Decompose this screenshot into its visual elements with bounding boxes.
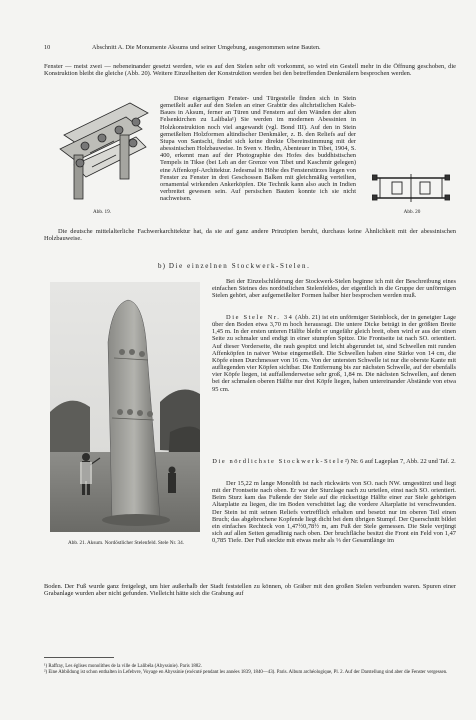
footnote-2: ²) Eine Abbildung ist schon enthalten in Lefebvre, Voyage en Abyssinie (exécuté pendant les années 1839, 1840—43). Paris. Album archéologique, Pl. 2. Auf der Darstellung sind aber die Fenster vergessen. [44,670,448,676]
paragraph-lead: Die nördlichste Stockwerk-Stele [212,458,345,465]
bottom-paragraph [44,583,456,597]
stele-34-paragraph [212,314,456,393]
paragraph-text: Die deutsche mittelalterliche Fachwerkarchitektur hat, da sie auf ganz andere Prinzipien beruht, durchaus keine Ähnlichkeit mit der abessinischen Holzbauweise. [44,228,456,243]
figure-21-photo [50,282,200,532]
paragraph-ref: ²) Nr. 6 auf Lageplan 7, Abb. 22 und Taf. 2. [344,458,456,465]
top-paragraph [44,63,456,77]
figure-20-caption: Abb. 20 [403,209,421,215]
figure-21-caption: Abb. 21. Aksum. Nordöstlicher Stelenfeld. Stele Nr. 34. [68,540,184,546]
wrap-paragraph [160,95,356,202]
section-heading [158,262,310,270]
paragraph-lead: Die Stele Nr. 34 [226,314,294,321]
paragraph-text: Der 15,22 m lange Monolith ist nach rückwärts von SO. nach NW. umgestürzt und liegt mit der Frontseite nach oben. Er war der Sturzlage nach zu urteilen, einst nach SO. orientiert. Beim Sturz kam das Fußende der Stele auf die rückseitige Hälfte einer zur Stele gehörigen Altarplatte zu liegen, die im Boden verschüttet lag; die vordere Altarplatte ist verschwunden. Der Stein ist mit seinen Reliefs vortrefflich erhalten und besetzt nur im oberen Teil einen Bruch; das abgebrochene Kopfende liegt dicht bei dem übrigen Stumpf. Der Querschnitt bildet ein einfaches Rechteck von 1,47½0,78½ m, am Fuß der Stele gemessen. Die Stele verjüngt sich auf allen Seiten geradlinig nach oben. Der bruchfläche besitzt die Front ein Feld von 1,47 0,785 Tiefe. Der Fuß steckte mit etwas mehr als ⅓ der Gesamtlänge im [212,480,456,545]
footnotes [44,664,456,677]
section-title: Die einzelnen Stockwerk-Stelen. [168,262,311,270]
running-title: Abschnitt A. Die Monumente Aksums und seiner Umgebung, ausgenommen seine Bauten. [92,44,321,51]
figure-19-caption: Abb. 19. [92,209,111,215]
paragraph-text: Diese eigenartigen Fenster- und Türgestelle finden sich in Stein gemeißelt außer auf den Stelen an einer Grabtür des altchristlichen Kaleb-Baues in Aksum, ferner an Türen und Fenstern auf den Wänden der alten Felsenkirchen zu Lalibala¹) Sie werden im modernen Abessinien in Holzkonstruktion noch viel angewandt (vgl. Bond III). Auf den in Stein gemeißelten Holzformen altindischer Denkmäler, z. B. den Reliefs auf der Stupa von Santschi, findet sich keine direkte Übereinstimmung mit der abessinischen Holzbauweise. In Sven v. Hedin, Abenteuer in Tibet, 1904, S. 400, erkennt man auf der Photographie des Hofes des buddhistischen Tempels in Tikse (bei Leh an der Grenze von Tibet und Kaschmir gelegen) eine Affenkopf-Architektur. Jedesmal in Höhe des Fensterstürzes liegen von Fenster zu Fenster in drei Geschossen Balken mit gleichmäßig verteilten, ornamental wirkenden Ankerköpfen. Die Technik kann also auch in Indien verbreitet gewesen sein. Auf persischen Bauten konnte ich sie nicht nachweisen. [160,95,356,203]
paragraph-text [212,458,456,465]
stele-6-paragraph [212,480,456,544]
section-prefix: b) [158,262,167,270]
full-paragraph [44,228,456,242]
figure-19-illustration [50,95,154,207]
paragraph-text: Boden. Der Fuß wurde ganz freigelegt, um hier außerhalb der Stadt feststellen zu können, ob Gräber mit den großen Stelen verbunden waren. Spuren einer Grabanlage wurden aber nicht gefunden. Vielleicht hätte sich die Grabung auf [44,583,456,598]
paragraph-text: Bei der Einzelschilderung der Stockwerk-Stelen beginne ich mit der Beschreibung eines einfachen Steines des nordöstlichen Stelenfeldes, der eigentlich in die Gruppe der unförmigen Stelen gehört, aber aufgemeißelter Formen halber hier besprochen werden muß. [212,278,456,300]
paragraph-text: Fenster — meist zwei — nebeneinander gesetzt werden, wie es auf den Stelen sehr oft vorkommt, so wird ein Gestell mehr in die Öffnung geschoben, die Konstruktion bleibt die gleiche (Abb. 20). Weitere Einzelheiten der Konstruktion werden bei den betreffenden Denkmälern besprochen werden. [44,63,456,78]
page-number: 10 [44,44,51,51]
figure-20-diagram [372,170,450,206]
paragraph-text [212,314,456,393]
section-intro-paragraph [212,278,456,299]
footnote-divider [44,657,114,658]
paragraph-body: (Abb. 21) ist ein unförmiger Steinblock, der in geneigter Lage über den Boden etwa 3,70 m hoch herausragt. Die untere Dicke beträgt in der größten Breite 1,45 m. In der ersten unteren Hälfte bleibt er ungefähr gleich breit, oben wird er aus der einen Seite zu schmaler und endigt in einer stumpfen Spitze. Die Frontseite ist nach SO. orientiert. Auf dieser Vorderseite, die rauh gespitzt und leicht abgerundet ist, sind Schwellen mit runden Affenköpfen in naiver Weise eingemeißelt. Die Schwellen haben eine Stärke von 14 cm, die Köpfe einen Durchmesser von 16 cm. Von der untersten Schwelle ist nur die oberste Kante mit aufliegenden vier Köpfen sichtbar. Die Entfernung bis zur nächsten Schwelle, auf der ebenfalls vier Köpfe liegen, ist auffallenderweise sehr groß, 1,84 m. Die nächsten Schwellen, auf denen bei der schmalen oberen Hälfte nur drei Köpfe liegen, haben untereinander Abstände von etwa 95 cm. [212,314,456,393]
footnote-1: ¹) Raffray, Les églises monolithes de la ville de Lalibéla (Abyssinie). Paris 1882. [44,664,202,669]
stele-6-heading [212,458,456,465]
